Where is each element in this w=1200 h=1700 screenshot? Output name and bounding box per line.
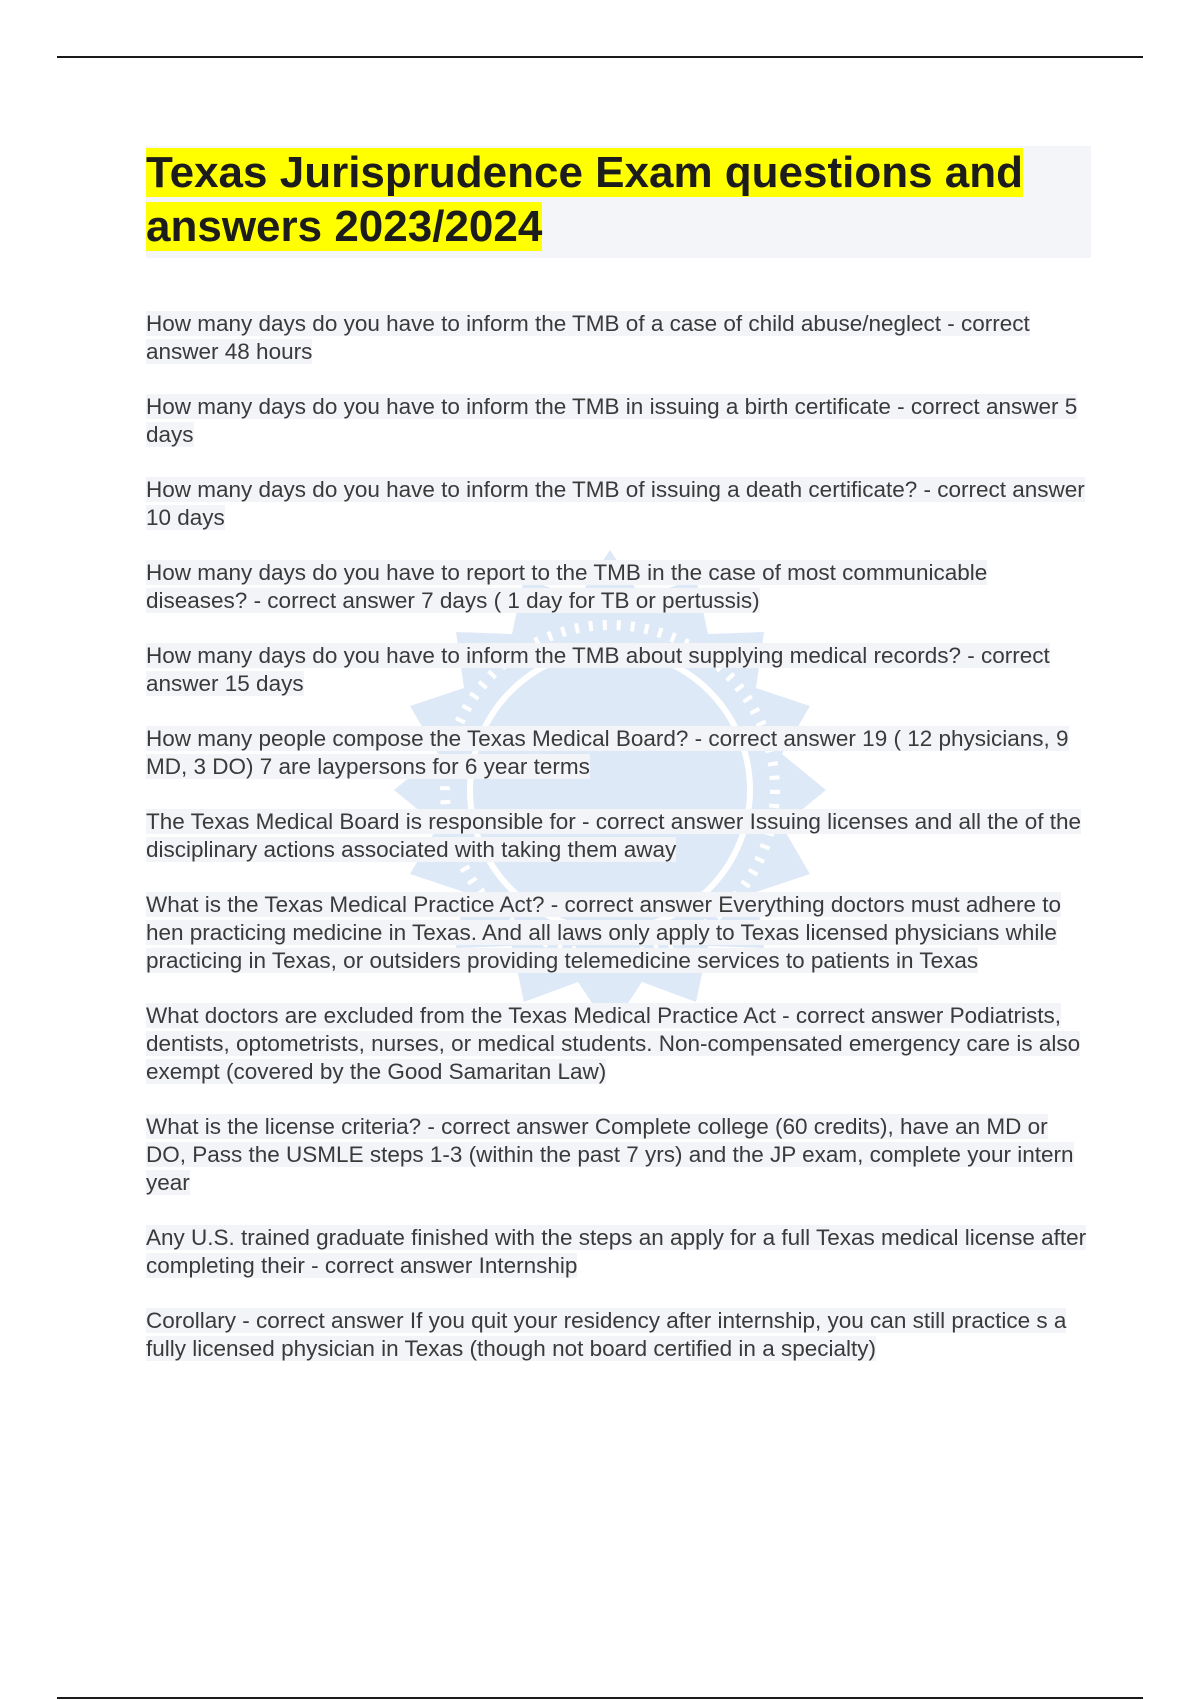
qa-item: How many days do you have to inform the TMB of a case of child abuse/neglect - correct answer 48 hours xyxy=(146,311,1030,364)
qa-item: What doctors are excluded from the Texas Medical Practice Act - correct answer Podiatrists, dentists, optometrists, nurses, or medical students. Non-compensated emergency care is also exempt (covered by the Good Samaritan Law) xyxy=(146,1003,1081,1084)
qa-item: How many people compose the Texas Medical Board? - correct answer 19 ( 12 physicians, 9 MD, 3 DO) 7 are laypersons for 6 year terms xyxy=(146,726,1069,779)
qa-item: Any U.S. trained graduate finished with the steps an apply for a full Texas medical license after completing their - correct answer Internship xyxy=(146,1225,1087,1278)
title-block xyxy=(146,146,1091,258)
qa-item: How many days do you have to inform the TMB of issuing a death certificate? - correct answer 10 days xyxy=(146,477,1085,530)
qa-item: How many days do you have to inform the TMB about supplying medical records? - correct answer 15 days xyxy=(146,643,1050,696)
qa-item: The Texas Medical Board is responsible for - correct answer Issuing licenses and all the of the disciplinary actions associated with taking them away xyxy=(146,809,1082,862)
qa-list xyxy=(146,310,1091,1363)
qa-item: How many days do you have to inform the TMB in issuing a birth certificate - correct answer 5 days xyxy=(146,394,1078,447)
bottom-divider xyxy=(57,1697,1143,1699)
top-divider xyxy=(57,56,1143,58)
qa-item: Corollary - correct answer If you quit your residency after internship, you can still practice s a fully licensed physician in Texas (though not board certified in a specialty) xyxy=(146,1308,1067,1361)
page-title: Texas Jurisprudence Exam questions and answers 2023/2024 xyxy=(146,148,1024,251)
document-body xyxy=(146,146,1091,1390)
qa-item: How many days do you have to report to the TMB in the case of most communicable diseases? - correct answer 7 days ( 1 day for TB or pertussis) xyxy=(146,560,988,613)
qa-item: What is the Texas Medical Practice Act? - correct answer Everything doctors must adhere to hen practicing medicine in Texas. And all laws only apply to Texas licensed physicians while practicing in Texas, or outsiders providing telemedicine services to patients in Texas xyxy=(146,892,1061,973)
qa-item: What is the license criteria? - correct answer Complete college (60 credits), have an MD or DO, Pass the USMLE steps 1-3 (within the past 7 yrs) and the JP exam, complete your intern year xyxy=(146,1114,1074,1195)
